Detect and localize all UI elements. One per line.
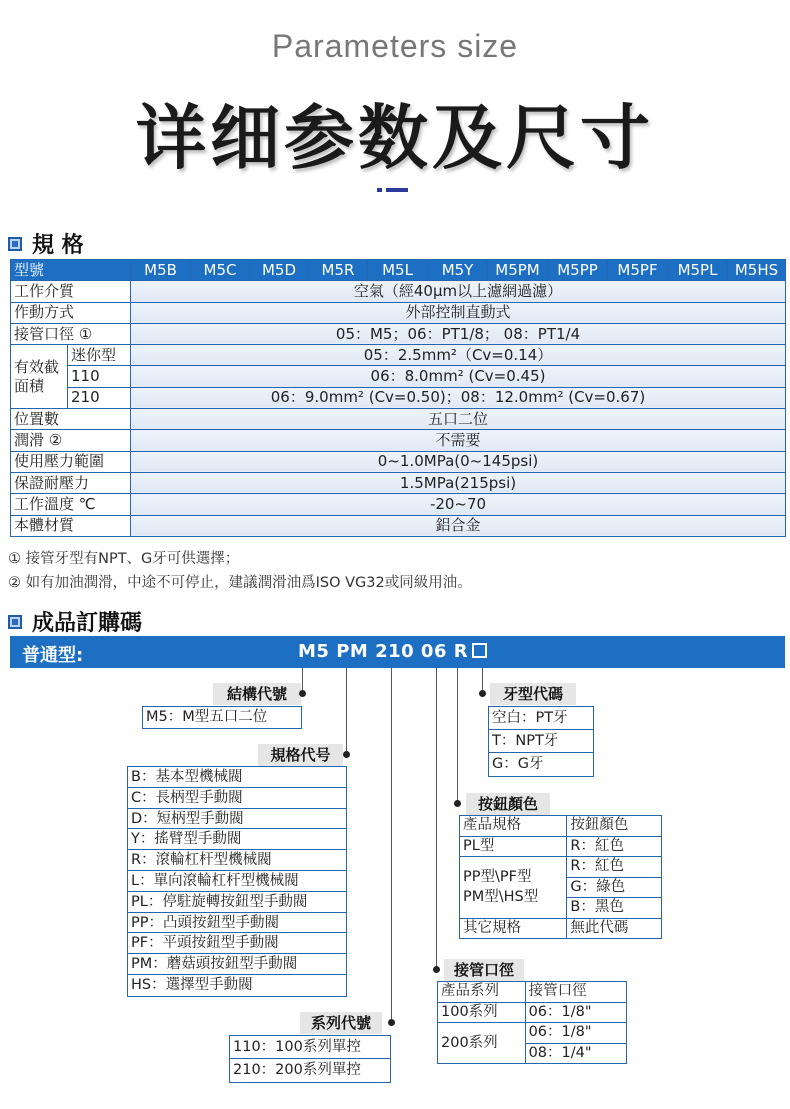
connector-line xyxy=(457,668,458,804)
table-cell: M5L xyxy=(368,260,428,281)
table-cell: 06：1/8" xyxy=(525,1002,626,1023)
order-code-bar xyxy=(10,636,785,668)
table-cell: 接管口徑 ① xyxy=(11,323,131,344)
list-item: B：基本型機械閥 xyxy=(128,767,346,788)
table-cell: M5D xyxy=(250,260,309,281)
table-row xyxy=(11,430,786,451)
structure-code-label: 結構代號 xyxy=(213,683,301,705)
table-row xyxy=(11,323,786,344)
table-cell: M5PM xyxy=(488,260,548,281)
table-cell: 潤滑 ② xyxy=(11,430,131,451)
list-item: R：滾輪杠杆型機械閥 xyxy=(128,850,346,871)
table-cell: 位置數 xyxy=(11,409,131,430)
table-cell: 接管口徑 xyxy=(525,982,626,1003)
table-cell: -20~70 xyxy=(131,494,786,515)
list-item: G：G牙 xyxy=(492,756,544,772)
list-item: T：NPT牙 xyxy=(489,730,593,753)
port-size-table xyxy=(437,981,627,1064)
table-cell: 不需要 xyxy=(131,430,786,451)
table-cell: R：紅色 xyxy=(567,857,662,878)
table-cell: 無此代碼 xyxy=(567,918,662,939)
table-cell: 使用壓力範圍 xyxy=(11,451,131,472)
table-cell: 產品規格 xyxy=(460,816,567,837)
connector-line xyxy=(436,668,437,970)
spec-section-title: 規 格 xyxy=(8,228,84,259)
table-cell: M5PL xyxy=(668,260,728,281)
table-cell: 空氣（經40μm以上濾網過濾） xyxy=(131,281,786,302)
list-item: 空白：PT牙 xyxy=(489,707,593,730)
table-cell: 06：1/8" xyxy=(525,1023,626,1044)
list-item: PF：平頭按鈕型手動閥 xyxy=(128,933,346,954)
list-item: M5：M型五口二位 xyxy=(146,709,268,725)
table-cell: 迷你型 xyxy=(68,345,131,366)
table-cell: 100系列 xyxy=(438,1002,526,1023)
list-item: 210：200系列單控 xyxy=(233,1062,361,1078)
list-item: HS：選擇型手動閥 xyxy=(131,976,253,993)
spec-code-label: 規格代号 xyxy=(258,744,343,766)
table-row xyxy=(438,1023,627,1044)
table-cell: M5HS xyxy=(728,260,786,281)
table-cell: M5B xyxy=(131,260,191,281)
table-cell: 0~1.0MPa(0~145psi) xyxy=(131,451,786,472)
list-item: 110：100系列單控 xyxy=(230,1036,390,1059)
list-item: L：單向滾輪杠杆型機械閥 xyxy=(128,871,346,892)
table-cell: 按鈕顏色 xyxy=(567,816,662,837)
table-cell: G：綠色 xyxy=(567,877,662,898)
table-cell: M5R xyxy=(309,260,368,281)
table-cell: 本體材質 xyxy=(11,515,131,536)
table-row xyxy=(438,1002,627,1023)
order-section-title: 成品訂購碼 xyxy=(8,606,142,637)
connector-dot xyxy=(479,690,486,697)
table-cell: 210 xyxy=(68,387,131,408)
list-item: D：短柄型手動閥 xyxy=(128,809,346,830)
table-row xyxy=(11,345,786,366)
table-cell: 08：1/4" xyxy=(525,1043,626,1064)
type-label: 普通型: xyxy=(22,645,84,666)
table-cell: M5PF xyxy=(608,260,668,281)
table-cell: R：紅色 xyxy=(567,836,662,857)
connector-dot xyxy=(388,1019,395,1026)
table-row xyxy=(11,494,786,515)
thread-code-label: 牙型代碼 xyxy=(490,683,576,705)
table-cell: PL型 xyxy=(460,836,567,857)
table-row xyxy=(11,451,786,472)
subtitle-en: Parameters size xyxy=(271,28,519,64)
list-item: PL：停駐旋轉按鈕型手動閥 xyxy=(128,892,346,913)
spec-code-box xyxy=(127,766,347,997)
note-2: ② 如有加油潤滑，中途不可停止，建議潤滑油爲ISO VG32或同級用油。 xyxy=(8,575,472,591)
table-cell: 工作介質 xyxy=(11,281,131,302)
port-size-label: 接管口徑 xyxy=(444,959,524,981)
table-cell: M5C xyxy=(191,260,250,281)
table-row xyxy=(11,366,786,387)
table-row xyxy=(11,409,786,430)
series-code-box xyxy=(229,1035,391,1083)
list-item: PP：凸頭按鈕型手動閥 xyxy=(128,913,346,934)
table-row xyxy=(11,515,786,536)
series-code-label: 系列代號 xyxy=(300,1012,382,1034)
table-cell: 06：9.0mm² (Cv=0.50)；08：12.0mm² (Cv=0.67) xyxy=(131,387,786,408)
table-cell: 05：2.5mm²（Cv=0.14） xyxy=(131,345,786,366)
connector-line xyxy=(346,668,347,758)
table-row xyxy=(11,302,786,323)
spec-table xyxy=(10,259,786,537)
list-item: C：長柄型手動閥 xyxy=(128,788,346,809)
list-item: PM：蘑菇頭按鈕型手動閥 xyxy=(128,954,346,975)
connector-dot xyxy=(454,800,461,807)
table-row xyxy=(460,836,662,857)
table-cell: 05：M5；06：PT1/8； 08：PT1/4 xyxy=(131,323,786,344)
page-title: 详细参数及尺寸 xyxy=(136,97,654,179)
table-cell: 有效截面積 xyxy=(11,345,68,409)
table-cell: M5PP xyxy=(548,260,608,281)
table-cell: 06：8.0mm² (Cv=0.45) xyxy=(131,366,786,387)
table-cell: 1.5MPa(215psi) xyxy=(131,472,786,493)
table-cell: 作動方式 xyxy=(11,302,131,323)
table-row xyxy=(438,982,627,1003)
list-item: Y：搖臂型手動閥 xyxy=(128,829,346,850)
table-cell: 外部控制直動式 xyxy=(131,302,786,323)
table-cell: 其它規格 xyxy=(460,918,567,939)
table-cell: 型號 xyxy=(11,260,131,281)
table-row xyxy=(460,816,662,837)
table-row xyxy=(11,281,786,302)
structure-code-box xyxy=(142,706,302,729)
table-cell: PP型\PF型 PM型\HS型 xyxy=(460,857,567,919)
option-box-icon xyxy=(472,643,487,658)
table-cell: B：黑色 xyxy=(567,898,662,919)
connector-dot xyxy=(343,751,350,758)
table-cell: M5Y xyxy=(428,260,488,281)
table-cell: 保證耐壓力 xyxy=(11,472,131,493)
order-code: M5 PM 210 06 R xyxy=(298,641,487,662)
button-color-table xyxy=(459,815,662,939)
spec-header-row xyxy=(11,260,786,281)
connector-dot xyxy=(299,690,306,697)
table-cell: 五口二位 xyxy=(131,409,786,430)
note-1: ① 接管牙型有NPT、G牙可供選擇； xyxy=(8,551,240,567)
connector-line xyxy=(391,668,392,1023)
table-cell: 200系列 xyxy=(438,1023,526,1064)
table-row xyxy=(11,387,786,408)
table-row xyxy=(11,472,786,493)
table-cell: 產品系列 xyxy=(438,982,526,1003)
table-cell: 工作溫度 ℃ xyxy=(11,494,131,515)
connector-dot xyxy=(433,966,440,973)
table-row xyxy=(460,857,662,878)
button-color-label: 按鈕顏色 xyxy=(466,793,550,815)
table-row xyxy=(460,918,662,939)
square-bullet-icon xyxy=(8,615,22,629)
table-cell: 鋁合金 xyxy=(131,515,786,536)
thread-code-box xyxy=(488,706,594,777)
square-bullet-icon xyxy=(8,237,22,251)
table-cell: 110 xyxy=(68,366,131,387)
